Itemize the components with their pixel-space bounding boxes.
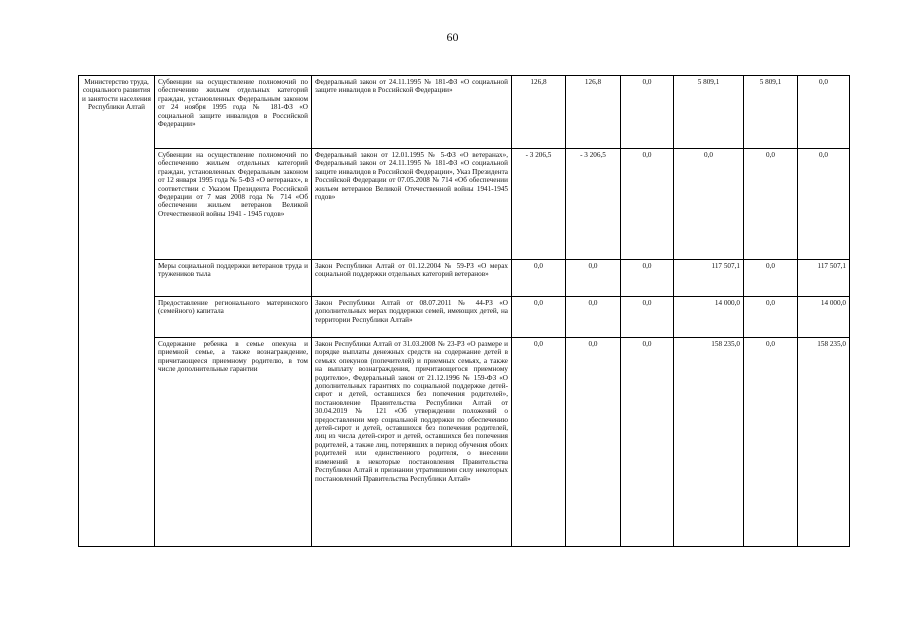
amount-cell: 0,0 — [744, 297, 798, 338]
amount-cell: 5 809,1 — [744, 76, 798, 149]
amount-cell: 0,0 — [621, 338, 674, 547]
amount-cell: - 3 206,5 — [512, 149, 566, 260]
amount-cell: 0,0 — [674, 149, 744, 260]
amount-cell: 117 507,1 — [798, 260, 850, 297]
table-row — [79, 338, 850, 547]
amount-cell: 158 235,0 — [674, 338, 744, 547]
amount-cell: 0,0 — [566, 338, 621, 547]
amount-cell: 0,0 — [798, 76, 850, 149]
amount-cell: 0,0 — [744, 338, 798, 547]
law-cell: Федеральный закон от 24.11.1995 № 181-ФЗ «О социальной защите инвалидов в Российской Федерации» — [312, 76, 512, 149]
amount-cell: 0,0 — [744, 149, 798, 260]
law-cell: Федеральный закон от 12.01.1995 № 5-ФЗ «О ветеранах», Федеральный закон от 24.11.1995 № 181-ФЗ «О социальной защите инвалидов в Российской Федерации», Указ Президента Российской Федерации от 07.05.2008 № 714 «Об обеспечении жильем ветеранов Великой Отечественной войны 1941-1945 годов» — [312, 149, 512, 260]
law-cell: Закон Республики Алтай от 08.07.2011 № 44-РЗ «О дополнительных мерах поддержки семей, имеющих детей, на территории Республики Алтай» — [312, 297, 512, 338]
table-row — [79, 297, 850, 338]
table-row — [79, 149, 850, 260]
purpose-cell: Субвенции на осуществление полномочий по обеспечению жильем отдельных категорий граждан, установленных Федеральным законом от 24 ноября 1995 года № 181-ФЗ «О социальной защите инвалидов в Российской Федерации» — [155, 76, 312, 149]
amount-cell: 0,0 — [566, 260, 621, 297]
amount-cell: 0,0 — [512, 297, 566, 338]
amount-cell: 0,0 — [512, 260, 566, 297]
purpose-cell: Предоставление регионального материнского (семейного) капитала — [155, 297, 312, 338]
amount-cell: 0,0 — [566, 297, 621, 338]
purpose-cell: Субвенции на осуществление полномочий по обеспечению жильем отдельных категорий граждан, установленных Федеральным законом от 12 января 1995 года № 5-ФЗ «О ветеранах», в соответствии с Указом Президента Российской Федерации от 7 мая 2008 года № 714 «Об обеспечении жильем ветеранов Великой Отечественной войны 1941 - 1945 годов» — [155, 149, 312, 260]
budget-table — [78, 75, 850, 547]
page-number: 60 — [446, 30, 459, 44]
amount-cell: 14 000,0 — [798, 297, 850, 338]
amount-cell: 0,0 — [512, 338, 566, 547]
table-row — [79, 76, 850, 149]
table-row — [79, 260, 850, 297]
purpose-cell: Меры социальной поддержки ветеранов труда и тружеников тыла — [155, 260, 312, 297]
amount-cell: 0,0 — [621, 149, 674, 260]
amount-cell: 0,0 — [621, 260, 674, 297]
amount-cell: 126,8 — [512, 76, 566, 149]
amount-cell: 126,8 — [566, 76, 621, 149]
amount-cell: 0,0 — [798, 149, 850, 260]
amount-cell: 14 000,0 — [674, 297, 744, 338]
ministry-cell: Министерство труда, социального развития и занятости населения Республики Алтай — [79, 76, 155, 547]
purpose-cell: Содержание ребенка в семье опекуна и приемной семье, а также вознаграждение, причитающееся приемному родителю, в том числе дополнительные гарантии — [155, 338, 312, 547]
amount-cell: 0,0 — [744, 260, 798, 297]
law-cell: Закон Республики Алтай от 01.12.2004 № 59-РЗ «О мерах социальной поддержки отдельных категорий ветеранов» — [312, 260, 512, 297]
amount-cell: 0,0 — [621, 297, 674, 338]
amount-cell: 5 809,1 — [674, 76, 744, 149]
law-cell: Закон Республики Алтай от 31.03.2008 № 23-РЗ «О размере и порядке выплаты денежных средств на содержание детей в семьях опекунов (попечителей) и приемных семьях, а также на выплату вознаграждения, причитающегося приемному родителю», Федеральный закон от 21.12.1996 № 159-ФЗ «О дополнительных гарантиях по социальной поддержке детей-сирот и детей, оставшихся без попечения родителей», постановление Правительства Республики Алтай от 30.04.2019 № 121 «Об утверждении положений о предоставлении мер социальной поддержки по обеспечению детей-сирот и детей, оставшихся без попечения родителей, лиц из числа детей-сирот и детей, оставшихся без попечения родителей, а также лиц, потерявших в период обучения обоих родителей или единственного родителя, о внесении изменений в некоторые постановления Правительства Республики Алтай и признании утратившими силу некоторых постановлений Правительства Республики Алтай» — [312, 338, 512, 547]
amount-cell: 0,0 — [621, 76, 674, 149]
amount-cell: 158 235,0 — [798, 338, 850, 547]
amount-cell: - 3 206,5 — [566, 149, 621, 260]
amount-cell: 117 507,1 — [674, 260, 744, 297]
